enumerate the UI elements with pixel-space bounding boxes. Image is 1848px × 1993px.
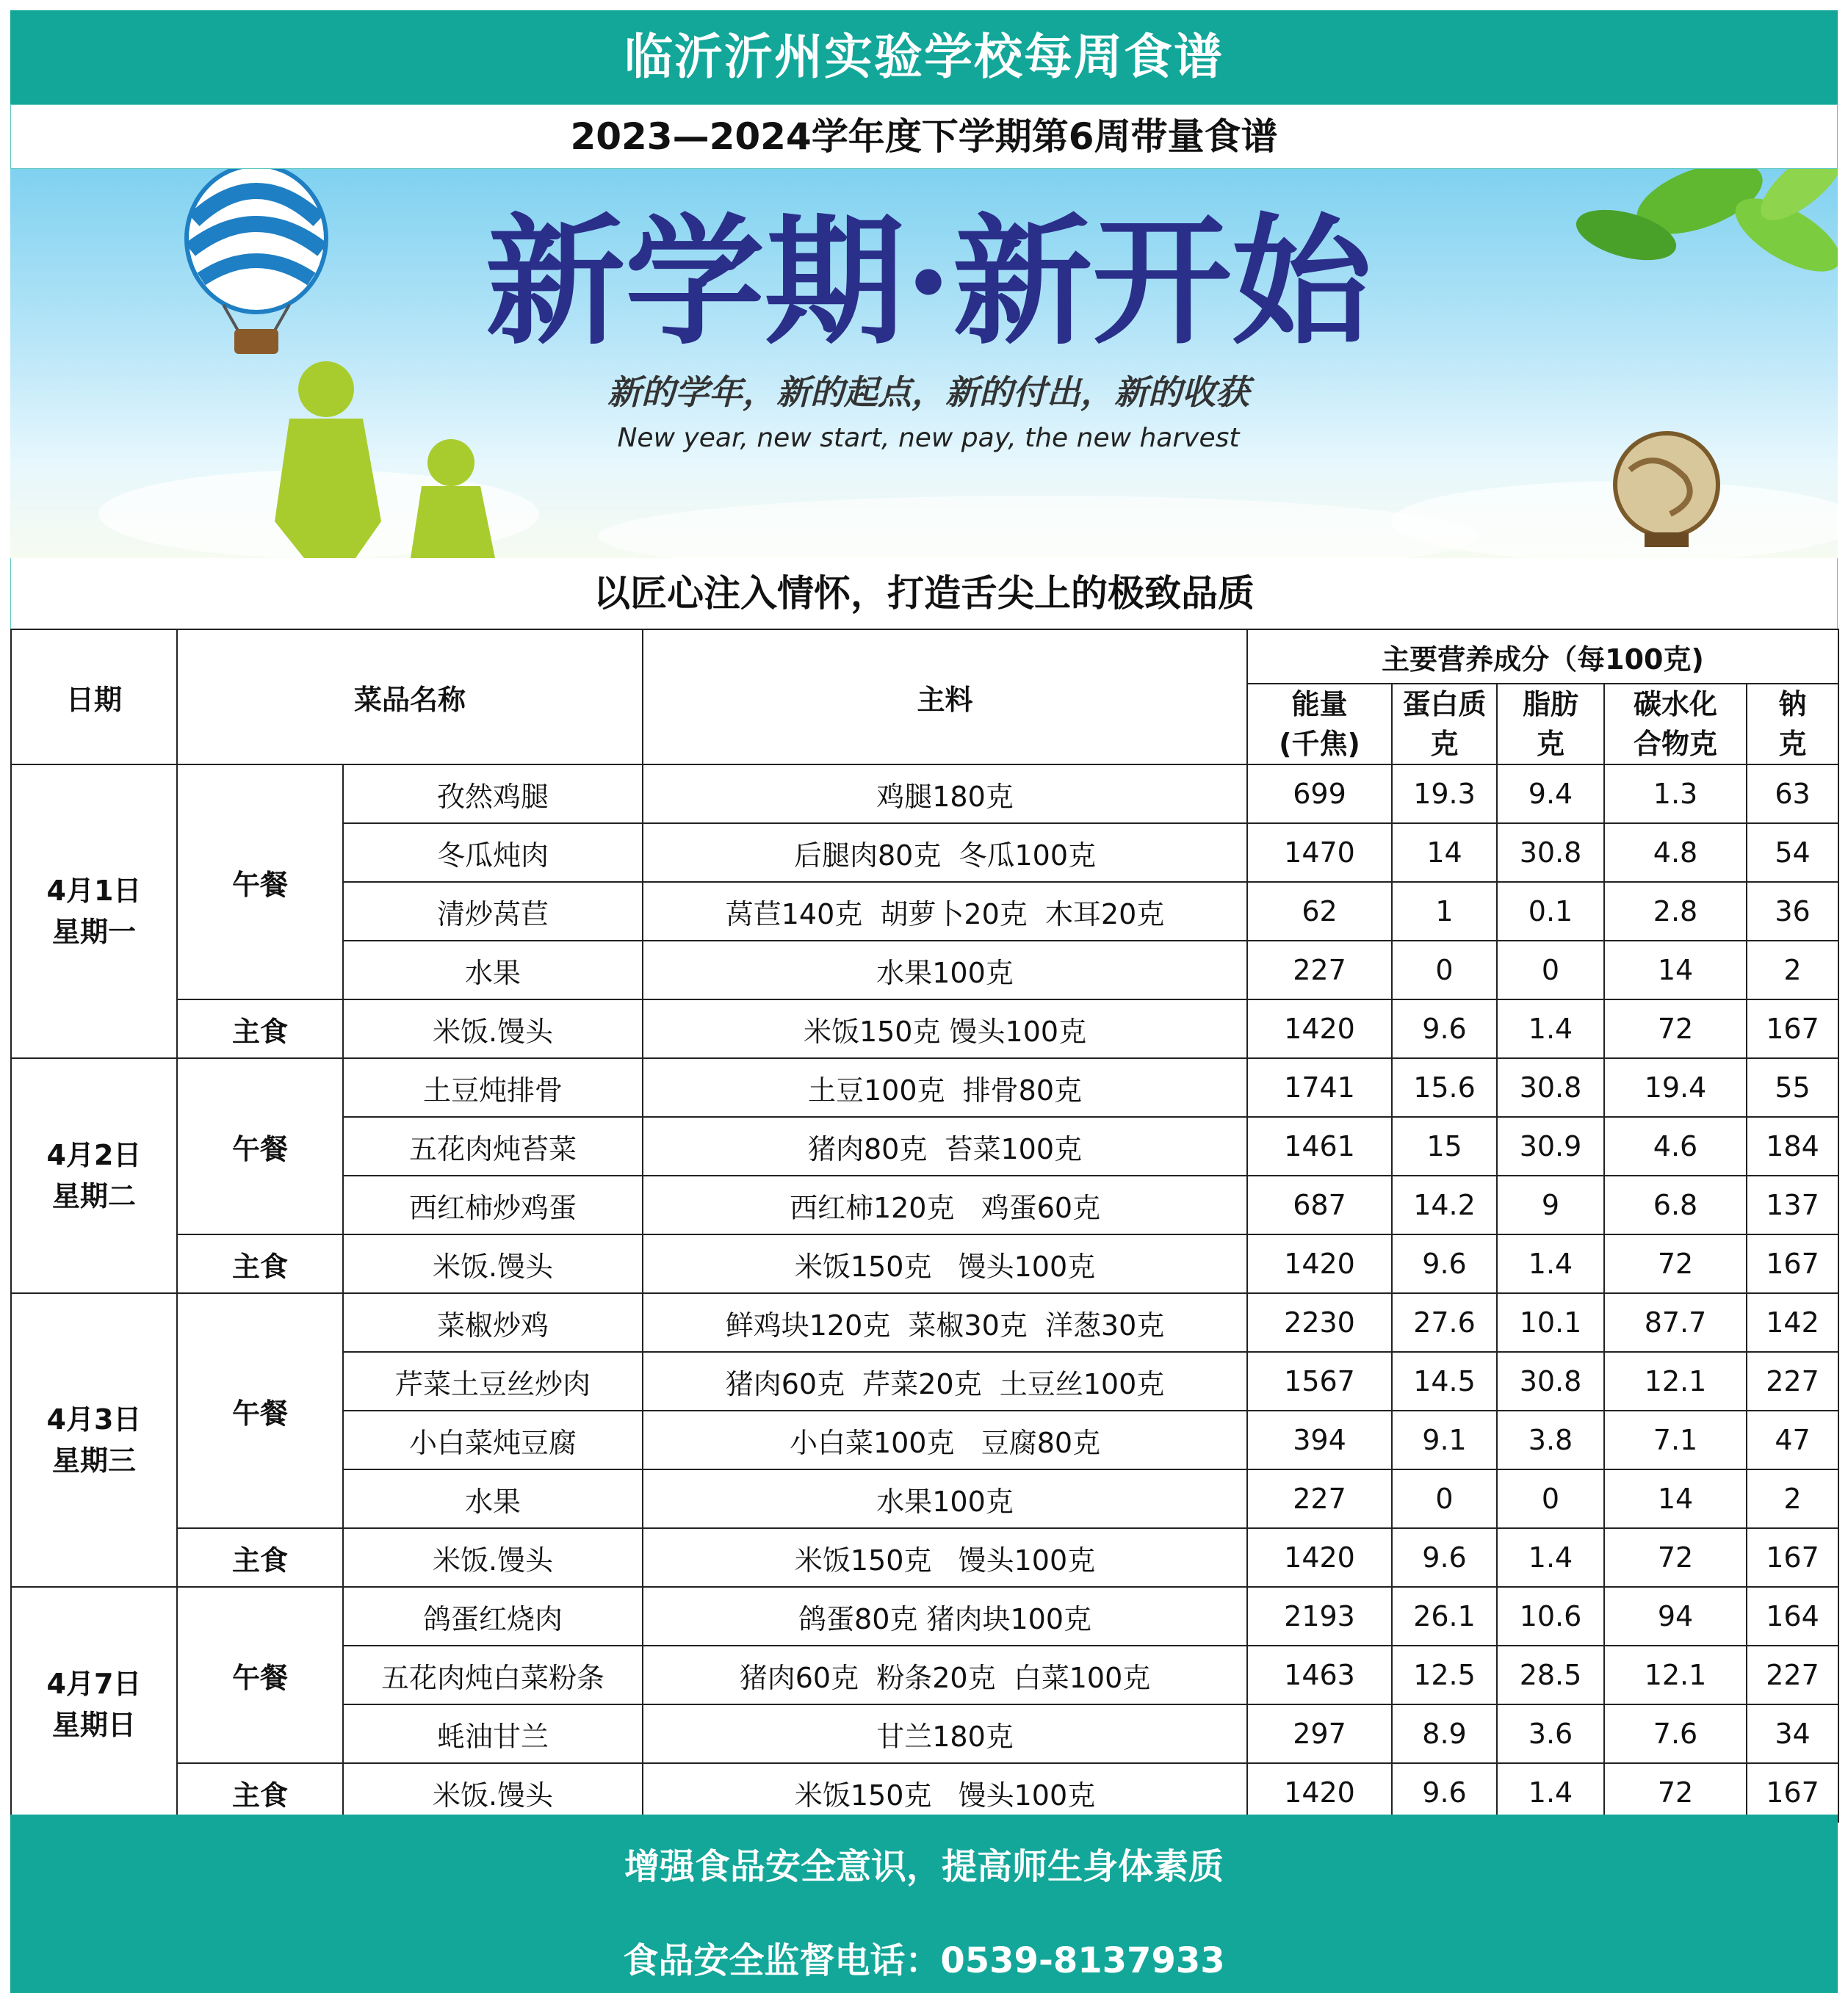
carb-cell: 7.6 — [1604, 1704, 1747, 1763]
fat-cell: 3.8 — [1497, 1411, 1604, 1469]
day-cell — [11, 1058, 177, 1293]
meal-type-cell: 午餐 — [177, 764, 343, 999]
fat-cell: 9.4 — [1497, 764, 1604, 823]
carb-cell: 4.8 — [1604, 823, 1747, 882]
leaves-icon — [1571, 169, 1838, 286]
dish-name-cell: 蚝油甘兰 — [343, 1704, 643, 1763]
sodium-cell: 47 — [1747, 1411, 1838, 1469]
energy-cell: 297 — [1247, 1704, 1392, 1763]
energy-cell: 1420 — [1247, 1763, 1392, 1822]
header-fat-line2: 克 — [1537, 728, 1565, 760]
table-row — [11, 1763, 1838, 1822]
day-cell — [11, 764, 177, 1058]
sodium-cell: 142 — [1747, 1293, 1838, 1352]
day-weekday: 星期二 — [51, 1180, 136, 1212]
protein-cell: 8.9 — [1392, 1704, 1497, 1763]
sodium-cell: 2 — [1747, 1469, 1838, 1528]
protein-cell: 0 — [1392, 1469, 1497, 1528]
carb-cell: 72 — [1604, 1763, 1747, 1822]
day-date: 4月7日 — [46, 1668, 142, 1700]
protein-cell: 9.6 — [1392, 1763, 1497, 1822]
dish-name-cell: 水果 — [343, 1469, 643, 1528]
day-cell — [11, 1587, 177, 1822]
sodium-cell: 34 — [1747, 1704, 1838, 1763]
header-energy-line1: 能量 — [1291, 688, 1348, 720]
energy-cell: 1420 — [1247, 1528, 1392, 1587]
meal-type-cell: 午餐 — [177, 1293, 343, 1528]
header-fat — [1497, 684, 1604, 764]
menu-page — [10, 10, 1838, 1983]
ingredients-cell: 鸡腿180克 — [643, 764, 1247, 823]
banner-tagline-en: New year, new start, new pay, the new harvest — [617, 423, 1240, 453]
dish-name-cell: 五花肉炖苔菜 — [343, 1117, 643, 1176]
header-carb — [1604, 684, 1747, 764]
ingredients-cell: 猪肉60克 芹菜20克 土豆丝100克 — [643, 1352, 1247, 1411]
page-subtitle: 2023—2024学年度下学期第6周带量食谱 — [10, 104, 1838, 169]
carb-cell: 12.1 — [1604, 1352, 1747, 1411]
header-protein-line1: 蛋白质 — [1402, 688, 1487, 720]
dish-name-cell: 米饭.馒头 — [343, 1528, 643, 1587]
banner-tagline: 新的学年，新的起点，新的付出，新的收获 — [607, 372, 1249, 412]
dish-name-cell: 清炒莴苣 — [343, 882, 643, 941]
header-sodium — [1747, 684, 1838, 764]
carb-cell: 14 — [1604, 941, 1747, 999]
energy-cell: 1470 — [1247, 823, 1392, 882]
table-row — [11, 1528, 1838, 1587]
fat-cell: 0 — [1497, 1469, 1604, 1528]
sodium-cell: 2 — [1747, 941, 1838, 999]
day-date: 4月2日 — [46, 1139, 142, 1171]
table-row — [11, 1587, 1838, 1646]
dish-name-cell: 菜椒炒鸡 — [343, 1293, 643, 1352]
header-ingredients: 主料 — [643, 629, 1247, 764]
energy-cell: 227 — [1247, 1469, 1392, 1528]
fat-cell: 10.6 — [1497, 1587, 1604, 1646]
protein-cell: 9.6 — [1392, 999, 1497, 1058]
energy-cell: 1567 — [1247, 1352, 1392, 1411]
day-weekday: 星期三 — [51, 1444, 136, 1477]
carb-cell: 6.8 — [1604, 1176, 1747, 1234]
energy-cell: 1461 — [1247, 1117, 1392, 1176]
dish-name-cell: 孜然鸡腿 — [343, 764, 643, 823]
fat-cell: 1.4 — [1497, 1234, 1604, 1293]
ingredients-cell: 鸽蛋80克 猪肉块100克 — [643, 1587, 1247, 1646]
sodium-cell: 167 — [1747, 999, 1838, 1058]
header-date: 日期 — [11, 629, 177, 764]
day-weekday: 星期一 — [51, 916, 136, 948]
protein-cell: 27.6 — [1392, 1293, 1497, 1352]
protein-cell: 14 — [1392, 823, 1497, 882]
dish-name-cell: 五花肉炖白菜粉条 — [343, 1646, 643, 1704]
ingredients-cell: 猪肉80克 苔菜100克 — [643, 1117, 1247, 1176]
carb-cell: 14 — [1604, 1469, 1747, 1528]
dish-name-cell: 米饭.馒头 — [343, 1234, 643, 1293]
protein-cell: 9.6 — [1392, 1234, 1497, 1293]
carb-cell: 1.3 — [1604, 764, 1747, 823]
header-carb-line2: 合物克 — [1634, 728, 1718, 760]
protein-cell: 1 — [1392, 882, 1497, 941]
sodium-cell: 63 — [1747, 764, 1838, 823]
energy-cell: 1463 — [1247, 1646, 1392, 1704]
ingredients-cell: 土豆100克 排骨80克 — [643, 1058, 1247, 1117]
header-energy — [1247, 684, 1392, 764]
header-protein — [1392, 684, 1497, 764]
slogan: 以匠心注入情怀，打造舌尖上的极致品质 — [10, 558, 1838, 629]
energy-cell: 227 — [1247, 941, 1392, 999]
meal-type-cell: 主食 — [177, 1763, 343, 1822]
ingredients-cell: 猪肉60克 粉条20克 白菜100克 — [643, 1646, 1247, 1704]
meal-type-cell: 午餐 — [177, 1587, 343, 1763]
ingredients-cell: 甘兰180克 — [643, 1704, 1247, 1763]
carb-cell: 2.8 — [1604, 882, 1747, 941]
carb-cell: 72 — [1604, 999, 1747, 1058]
table-row — [11, 764, 1838, 823]
meal-type-cell: 主食 — [177, 999, 343, 1058]
protein-cell: 12.5 — [1392, 1646, 1497, 1704]
header-dish: 菜品名称 — [177, 629, 643, 764]
dish-name-cell: 米饭.馒头 — [343, 999, 643, 1058]
energy-cell: 394 — [1247, 1411, 1392, 1469]
carb-cell: 87.7 — [1604, 1293, 1747, 1352]
fat-cell: 9 — [1497, 1176, 1604, 1234]
header-sodium-line2: 克 — [1778, 728, 1807, 760]
ingredients-cell: 米饭150克 馒头100克 — [643, 1763, 1247, 1822]
protein-cell: 15 — [1392, 1117, 1497, 1176]
fat-cell: 3.6 — [1497, 1704, 1604, 1763]
fat-cell: 28.5 — [1497, 1646, 1604, 1704]
sodium-cell: 137 — [1747, 1176, 1838, 1234]
fat-cell: 1.4 — [1497, 1528, 1604, 1587]
ingredients-cell: 莴苣140克 胡萝卜20克 木耳20克 — [643, 882, 1247, 941]
carb-cell: 72 — [1604, 1528, 1747, 1587]
banner-image — [10, 169, 1838, 558]
dish-name-cell: 土豆炖排骨 — [343, 1058, 643, 1117]
sodium-cell: 55 — [1747, 1058, 1838, 1117]
header-carb-line1: 碳水化 — [1634, 688, 1718, 720]
protein-cell: 26.1 — [1392, 1587, 1497, 1646]
sodium-cell: 227 — [1747, 1352, 1838, 1411]
banner-illustration — [10, 169, 1838, 558]
carb-cell: 19.4 — [1604, 1058, 1747, 1117]
banner-headline: 新学期·新开始 — [485, 200, 1372, 363]
energy-cell: 2230 — [1247, 1293, 1392, 1352]
sodium-cell: 36 — [1747, 882, 1838, 941]
ingredients-cell: 米饭150克 馒头100克 — [643, 1234, 1247, 1293]
page-title: 临沂沂州实验学校每周食谱 — [10, 10, 1838, 104]
ingredients-cell: 小白菜100克 豆腐80克 — [643, 1411, 1247, 1469]
energy-cell: 1420 — [1247, 1234, 1392, 1293]
header-sodium-line1: 钠 — [1778, 688, 1807, 720]
fat-cell: 1.4 — [1497, 999, 1604, 1058]
protein-cell: 14.2 — [1392, 1176, 1497, 1234]
fat-cell: 30.9 — [1497, 1117, 1604, 1176]
header-energy-line2: (千焦) — [1279, 728, 1360, 760]
dish-name-cell: 米饭.馒头 — [343, 1763, 643, 1822]
sodium-cell: 164 — [1747, 1587, 1838, 1646]
protein-cell: 14.5 — [1392, 1352, 1497, 1411]
carb-cell: 72 — [1604, 1234, 1747, 1293]
sodium-cell: 54 — [1747, 823, 1838, 882]
dish-name-cell: 小白菜炖豆腐 — [343, 1411, 643, 1469]
energy-cell: 2193 — [1247, 1587, 1392, 1646]
carb-cell: 4.6 — [1604, 1117, 1747, 1176]
header-fat-line1: 脂肪 — [1523, 688, 1579, 720]
meal-type-cell: 主食 — [177, 1528, 343, 1587]
fat-cell: 30.8 — [1497, 1058, 1604, 1117]
day-date: 4月3日 — [46, 1403, 142, 1436]
dish-name-cell: 芹菜土豆丝炒肉 — [343, 1352, 643, 1411]
dish-name-cell: 冬瓜炖肉 — [343, 823, 643, 882]
energy-cell: 62 — [1247, 882, 1392, 941]
footer — [10, 1815, 1838, 1993]
meal-type-cell: 主食 — [177, 1234, 343, 1293]
ingredients-cell: 水果100克 — [643, 1469, 1247, 1528]
sodium-cell: 227 — [1747, 1646, 1838, 1704]
sodium-cell: 167 — [1747, 1234, 1838, 1293]
menu-body — [11, 764, 1838, 1822]
table-row — [11, 999, 1838, 1058]
ingredients-cell: 西红柿120克 鸡蛋60克 — [643, 1176, 1247, 1234]
hot-air-balloon-icon — [187, 169, 326, 354]
dish-name-cell: 水果 — [343, 941, 643, 999]
day-date: 4月1日 — [46, 875, 142, 907]
fat-cell: 10.1 — [1497, 1293, 1604, 1352]
protein-cell: 19.3 — [1392, 764, 1497, 823]
energy-cell: 687 — [1247, 1176, 1392, 1234]
fat-cell: 30.8 — [1497, 823, 1604, 882]
sodium-cell: 167 — [1747, 1763, 1838, 1822]
day-weekday: 星期日 — [51, 1709, 136, 1741]
sodium-cell: 184 — [1747, 1117, 1838, 1176]
energy-cell: 699 — [1247, 764, 1392, 823]
carb-cell: 7.1 — [1604, 1411, 1747, 1469]
ingredients-cell: 后腿肉80克 冬瓜100克 — [643, 823, 1247, 882]
table-row — [11, 1234, 1838, 1293]
ingredients-cell: 水果100克 — [643, 941, 1247, 999]
energy-cell: 1741 — [1247, 1058, 1392, 1117]
sodium-cell: 167 — [1747, 1528, 1838, 1587]
header-protein-line2: 克 — [1430, 728, 1459, 760]
protein-cell: 0 — [1392, 941, 1497, 999]
ingredients-cell: 米饭150克 馒头100克 — [643, 1528, 1247, 1587]
table-row — [11, 1058, 1838, 1117]
carb-cell: 94 — [1604, 1587, 1747, 1646]
footer-safety-slogan: 增强食品安全意识，提高师生身体素质 — [624, 1846, 1224, 1887]
protein-cell: 9.6 — [1392, 1528, 1497, 1587]
protein-cell: 15.6 — [1392, 1058, 1497, 1117]
fat-cell: 30.8 — [1497, 1352, 1604, 1411]
fat-cell: 0 — [1497, 941, 1604, 999]
fat-cell: 0.1 — [1497, 882, 1604, 941]
table-row — [11, 1293, 1838, 1352]
day-cell — [11, 1293, 177, 1587]
menu-table — [10, 629, 1839, 1823]
ingredients-cell: 鲜鸡块120克 菜椒30克 洋葱30克 — [643, 1293, 1247, 1352]
fat-cell: 1.4 — [1497, 1763, 1604, 1822]
energy-cell: 1420 — [1247, 999, 1392, 1058]
carb-cell: 12.1 — [1604, 1646, 1747, 1704]
dish-name-cell: 西红柿炒鸡蛋 — [343, 1176, 643, 1234]
ingredients-cell: 米饭150克 馒头100克 — [643, 999, 1247, 1058]
meal-type-cell: 午餐 — [177, 1058, 343, 1234]
protein-cell: 9.1 — [1392, 1411, 1497, 1469]
header-nutrition: 主要营养成分（每100克) — [1247, 629, 1838, 684]
dish-name-cell: 鸽蛋红烧肉 — [343, 1587, 643, 1646]
footer-hotline: 食品安全监督电话：0539-8137933 — [623, 1940, 1225, 1981]
